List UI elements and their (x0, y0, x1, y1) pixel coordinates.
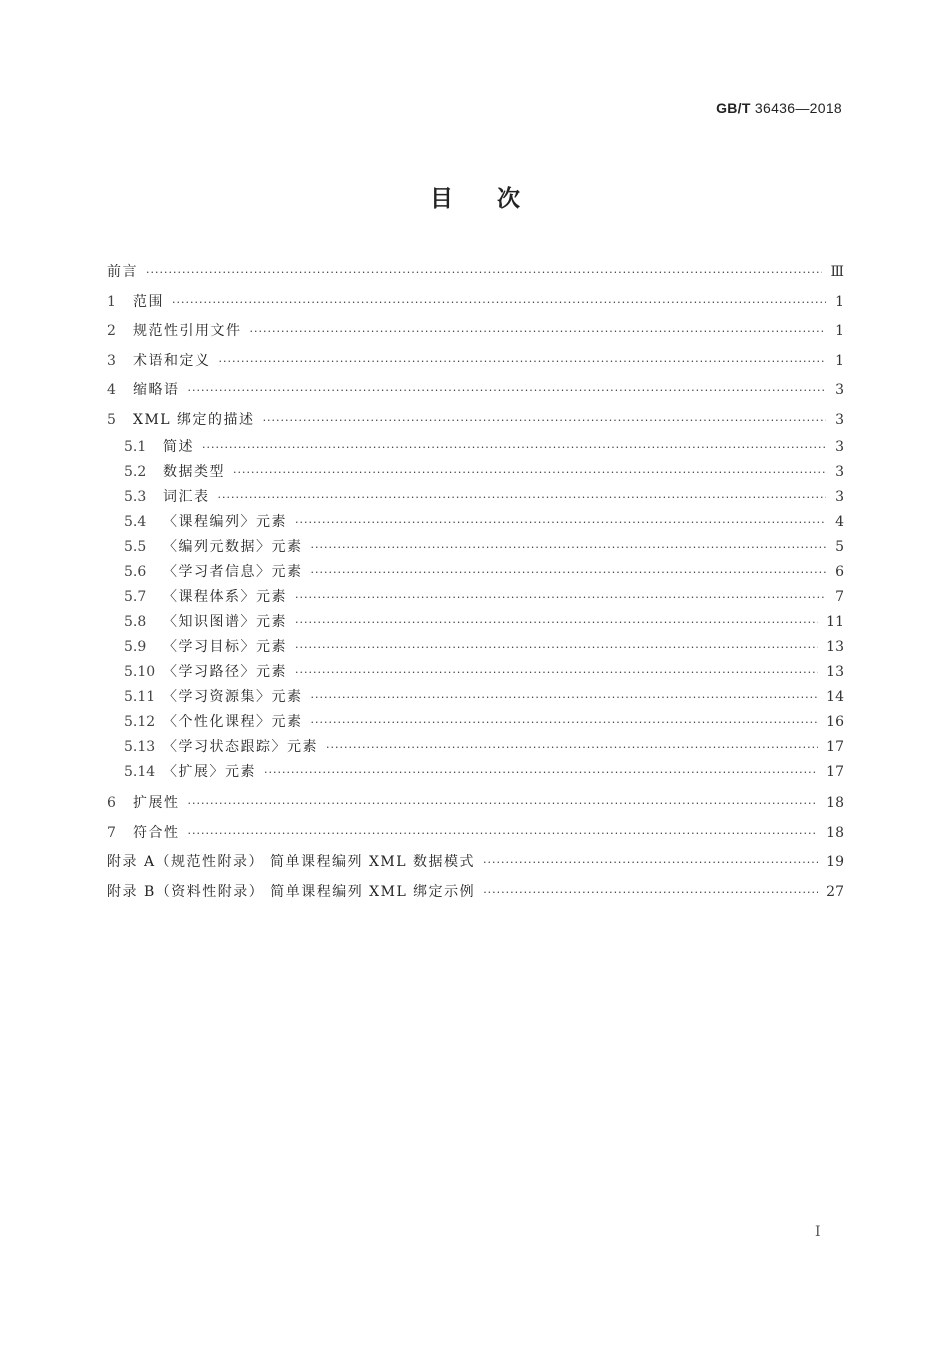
toc-entry-number: 5.2 (124, 464, 147, 480)
toc-entry-label: 简述 (163, 439, 194, 455)
dot-leader (326, 735, 818, 760)
dot-leader (250, 317, 827, 347)
toc-entry-number: 1 (107, 293, 116, 310)
toc-entry-7[interactable] (107, 819, 844, 849)
dot-leader (295, 510, 826, 535)
toc-entry-label: 词汇表 (163, 489, 210, 505)
toc-entry-5-14[interactable] (107, 760, 844, 785)
dot-leader (311, 710, 819, 735)
toc-entry-page: 3 (835, 411, 844, 428)
toc-entry-label: 〈学习资源集〉元素 (163, 689, 303, 705)
dot-leader (295, 610, 818, 635)
toc-entry-label: XML 绑定的描述 (133, 411, 255, 428)
toc-entry-page: 7 (835, 589, 844, 605)
toc-entry-label: 缩略语 (133, 382, 180, 398)
toc-entry-number: 5.7 (124, 589, 147, 605)
toc-entry-label: 〈个性化课程〉元素 (163, 714, 303, 730)
page-number: I (815, 1224, 821, 1240)
toc-entry-5-13[interactable] (107, 735, 844, 760)
toc-entry-page: 3 (835, 439, 844, 455)
toc-entry-5-6[interactable] (107, 560, 844, 585)
toc-entry-annex-a[interactable] (107, 848, 844, 878)
toc-entry-label: 规范性引用文件 (133, 323, 242, 339)
toc-entry-label: 〈学习状态跟踪〉元素 (163, 739, 318, 755)
toc-entry-label: 术语和定义 (133, 352, 211, 369)
standard-number: 36436—2018 (754, 100, 842, 116)
toc-entry-label: 前言 (107, 264, 138, 280)
toc-entry-page: Ⅲ (830, 264, 844, 280)
toc-entry-page: 27 (826, 883, 844, 900)
toc-entry-label: 〈编列元数据〉元素 (163, 539, 303, 555)
toc-entry-5-4[interactable] (107, 510, 844, 535)
toc-entry-number: 4 (107, 382, 116, 398)
toc-entry-5-12[interactable] (107, 710, 844, 735)
toc-entry-5-3[interactable] (107, 485, 844, 510)
toc-entry-label: 数据类型 (163, 464, 225, 480)
page-title: 目次 (430, 186, 564, 212)
toc-entry-label: 〈课程编列〉元素 (163, 514, 287, 530)
dot-leader (311, 685, 819, 710)
toc-entry-foreword[interactable] (107, 258, 844, 288)
toc-entry-number: 5.1 (124, 439, 147, 455)
toc-entry-page: 4 (835, 514, 844, 530)
toc-entry-page: 18 (826, 824, 844, 841)
toc-entry-page: 17 (826, 739, 844, 755)
toc-entry-number: 5.12 (124, 714, 156, 730)
toc-entry-number: 6 (107, 795, 116, 811)
toc-entry-number: 5.4 (124, 514, 147, 530)
toc-entry-label: 〈学习者信息〉元素 (163, 564, 303, 580)
toc-entry-5-9[interactable] (107, 635, 844, 660)
toc-entry-number: 3 (107, 352, 116, 369)
toc-entry-number: 5.6 (124, 564, 147, 580)
toc-entry-page: 18 (826, 795, 844, 811)
toc-entry-number: 2 (107, 323, 116, 339)
toc-entry-number: 5.13 (124, 739, 156, 755)
dot-leader (146, 258, 822, 288)
toc-entry-5-2[interactable] (107, 460, 844, 485)
toc-entry-number: 7 (107, 824, 116, 841)
toc-entry-page: 11 (826, 614, 844, 630)
table-of-contents (107, 258, 844, 907)
toc-entry-number: 5.5 (124, 539, 147, 555)
toc-entry-page: 16 (826, 714, 844, 730)
toc-entry-page: 17 (826, 764, 844, 780)
toc-entry-number: 5.10 (124, 664, 156, 680)
dot-leader (295, 660, 818, 685)
toc-entry-page: 3 (835, 489, 844, 505)
toc-entry-label: 范围 (133, 293, 164, 310)
dot-leader (188, 789, 819, 819)
toc-entry-page: 1 (835, 293, 844, 310)
toc-entry-page: 3 (835, 382, 844, 398)
toc-entry-4[interactable] (107, 376, 844, 406)
standard-prefix: GB/T (716, 100, 751, 116)
toc-entry-5-11[interactable] (107, 685, 844, 710)
toc-entry-2[interactable] (107, 317, 844, 347)
toc-entry-page: 14 (826, 689, 844, 705)
toc-entry-number: 5 (107, 411, 116, 428)
toc-entry-label: 附录 A（规范性附录） 简单课程编列 XML 数据模式 (107, 854, 476, 870)
toc-entry-5[interactable] (107, 406, 844, 436)
toc-entry-page: 5 (835, 539, 844, 555)
toc-entry-page: 6 (835, 564, 844, 580)
toc-entry-5-10[interactable] (107, 660, 844, 685)
toc-entry-page: 13 (826, 664, 844, 680)
toc-entry-label: 〈课程体系〉元素 (163, 589, 287, 605)
dot-leader (295, 585, 826, 610)
dot-leader (202, 435, 826, 460)
toc-entry-1[interactable] (107, 288, 844, 318)
dot-leader (483, 848, 818, 878)
dot-leader (233, 460, 826, 485)
dot-leader (263, 406, 826, 436)
standard-code (716, 100, 842, 116)
toc-entry-page: 3 (835, 464, 844, 480)
toc-entry-number: 5.9 (124, 639, 147, 655)
dot-leader (264, 760, 818, 785)
toc-entry-label: 〈学习目标〉元素 (163, 639, 287, 655)
toc-entry-label: 〈知识图谱〉元素 (163, 614, 287, 630)
dot-leader (188, 376, 827, 406)
toc-entry-label: 〈扩展〉元素 (163, 764, 256, 780)
dot-leader (218, 485, 827, 510)
toc-entry-number: 5.3 (124, 489, 147, 505)
toc-entry-number: 5.11 (124, 689, 156, 705)
toc-entry-page: 19 (826, 854, 844, 870)
dot-leader (311, 560, 827, 585)
toc-entry-5-7[interactable] (107, 585, 844, 610)
dot-leader (311, 535, 827, 560)
toc-entry-5-1[interactable] (107, 435, 844, 460)
toc-entry-5-5[interactable] (107, 535, 844, 560)
toc-entry-3[interactable] (107, 347, 844, 377)
toc-entry-label: 附录 B（资料性附录） 简单课程编列 XML 绑定示例 (107, 883, 476, 900)
dot-leader (483, 878, 818, 908)
toc-entry-6[interactable] (107, 789, 844, 819)
toc-entry-page: 13 (826, 639, 844, 655)
dot-leader (219, 347, 827, 377)
toc-entry-annex-b[interactable] (107, 878, 844, 908)
toc-entry-5-8[interactable] (107, 610, 844, 635)
toc-entry-label: 〈学习路径〉元素 (163, 664, 287, 680)
toc-entry-page: 1 (835, 323, 844, 339)
toc-entry-number: 5.14 (124, 764, 156, 780)
toc-entry-label: 符合性 (133, 824, 180, 841)
dot-leader (172, 288, 826, 318)
toc-entry-page: 1 (835, 352, 844, 369)
toc-entry-number: 5.8 (124, 614, 147, 630)
toc-entry-label: 扩展性 (133, 795, 180, 811)
dot-leader (295, 635, 818, 660)
dot-leader (188, 819, 819, 849)
